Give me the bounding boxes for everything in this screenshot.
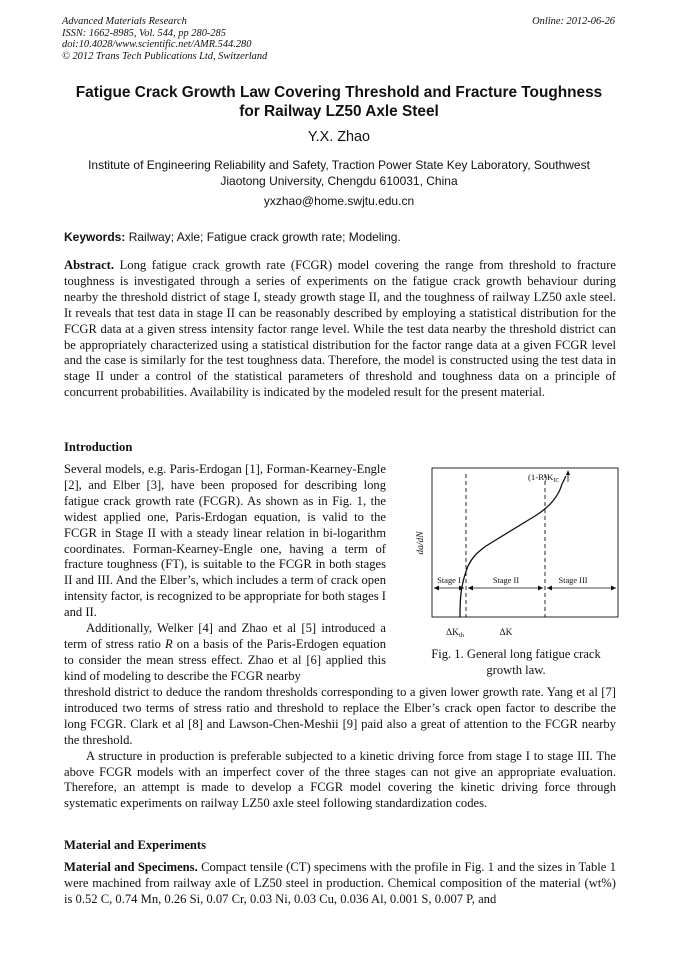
stage3-arrowhead-right [611, 586, 616, 591]
stage2-label: Stage II [492, 576, 520, 585]
caption-line-2: growth law. [486, 662, 546, 677]
intro-p2-part-a: Additionally, Welker [4] and Zhao et al [5] introduced a term of stress ratio [64, 621, 386, 651]
intro-paragraph-2-continued: threshold district to deduce the random thresholds corresponding to a given lower growth rate. Yang et al [7] introduced two terms of stress ratio and threshold to replace the Elber’s crack open factor to describe the long FCGR. Clark et al [8] and Lawson-Chen-Meshii [9] paid also a great of attention to the FCGR nearby the threshold. [64, 685, 616, 747]
stage3-label: Stage III [558, 576, 588, 585]
stage2-arrowhead-right [538, 586, 543, 591]
toughness-label-sub: IC [553, 478, 560, 484]
stage1-arrowhead-left [434, 586, 439, 591]
abstract-label: Abstract. [64, 258, 115, 272]
title-line-1: Fatigue Crack Growth Law Covering Threshold and Fracture Toughness [75, 84, 603, 101]
toughness-label [528, 472, 559, 484]
keywords-text: Railway; Axle; Fatigue crack growth rate; Modeling. [125, 230, 401, 244]
journal-copyright: © 2012 Trans Tech Publications Ltd, Switzerland [62, 50, 268, 62]
title-line-2: for Railway LZ50 Axle Steel [239, 103, 439, 120]
keywords-label: Keywords: [64, 230, 126, 244]
stage3-arrowhead-left [547, 586, 552, 591]
stage2-arrowhead-left [468, 586, 473, 591]
online-date: Online: 2012-06-26 [532, 16, 615, 27]
introduction-continued [64, 685, 616, 812]
threshold-label-main: ΔK [446, 628, 459, 638]
figure-caption [406, 647, 626, 679]
materials-text: Compact tensile (CT) specimens with the profile in Fig. 1 and the sizes in Table 1 were machined from railway axle of LZ50 steel in production. Chemical composition of the material (wt%) is 0.52 C, 0.74 Mn, 0.26 Si, 0.07 Cr, 0.03 Ni, 0.03 Cu, 0.036 Al, 0.001 S, 0.007 P, and [64, 860, 616, 906]
y-axis-label: da/dN [416, 531, 426, 555]
materials-label: Material and Specimens. [64, 860, 198, 874]
intro-paragraph-2 [64, 621, 386, 685]
paper-title [55, 83, 623, 121]
stage1-label: Stage I [437, 576, 461, 585]
plot-frame [432, 468, 618, 617]
fcgr-diagram [410, 466, 622, 646]
toughness-label-main: (1-R)K [528, 472, 554, 482]
materials-paragraph [64, 860, 616, 908]
section-heading-materials: Material and Experiments [64, 838, 207, 852]
author-name: Y.X. Zhao [307, 129, 371, 145]
keywords [64, 230, 616, 244]
intro-paragraph-3: A structure in production is preferable subjected to a kinetic driving force from stage I to stage III. The above FCGR models with an imperfect cover of the three stages can not give an appropriate evaluation. Therefore, an attempt is made to develop a FCGR model covering the kinetic driving force through systematic experiments on railway LZ50 axle steel following standardization codes. [64, 748, 616, 811]
threshold-label [446, 628, 465, 639]
stress-ratio-symbol: R [165, 636, 173, 651]
journal-doi: doi:10.4028/www.scientific.net/AMR.544.280 [62, 39, 252, 51]
abstract-text: Long fatigue crack growth rate (FCGR) model covering the range from threshold to fracture toughness is investigated through a series of experiments on the fatigue crack growth behaviour during nearby the threshold district of stage I, steady growth stage II, and the toughness of railway LZ50 axle steel. It reveals that test data in stage II can be reasonably described by employing a statistical distribution for the FCGR data at a given stress intensity factor range level. While the test data nearby the threshold district can be appropriately characterized using a statistical distribution for the factor range data at a given FCGR level and the case is similarly for the test toughness data. Therefore, the model is constructed using the test data in stage II under a control of the statistical parameters of threshold and toughness data on a principle of concurrent probabilities. Availability is indicated by the modeled result for the present material. [64, 258, 616, 400]
affiliation-line-2: Jiaotong University, Chengdu 610031, China [220, 174, 458, 188]
journal-header [62, 16, 267, 62]
intro-p2-part-b: on a basis of the Paris-Erdogen equation to consider the mean stress effect. Zhao et al [6] applied this kind of modeling to describe the FCGR nearby [64, 636, 386, 683]
growth-curve [460, 476, 566, 617]
intro-paragraph-1: Several models, e.g. Paris-Erdogan [1], Forman-Kearney-Engle [2], and Elber [3], have been proposed for describing long fatigue crack growth rate (FCGR). As shown as in Fig. 1, the widest applied one, Paris-Erdogan equation, is valid to the FCGR in Stage II with a steady linear relation in bi-logarithm coordinates. Forman-Kearney-Engle one, having a term of fracture toughness (FT), is suitable to the FCGR in both stages II and III. And the Elber’s, which includes a term of crack open intensity factor, is recognized to be appropriate for both stages I and II. [64, 462, 386, 620]
toughness-arrowhead [566, 470, 570, 475]
figure-1 [410, 466, 622, 646]
introduction-column [64, 462, 386, 685]
x-axis-label: ΔK [499, 628, 513, 638]
section-heading-introduction: Introduction [64, 440, 133, 454]
caption-line-1: Fig. 1. General long fatigue crack [431, 647, 601, 661]
journal-name: Advanced Materials Research [62, 16, 187, 27]
threshold-label-sub: th [458, 632, 465, 639]
author-email: yxzhao@home.swjtu.edu.cn [263, 194, 415, 208]
affiliation [55, 157, 623, 189]
abstract [64, 258, 616, 401]
journal-issn: ISSN: 1662-8985, Vol. 544, pp 280-285 [62, 27, 226, 39]
affiliation-line-1: Institute of Engineering Reliability and Safety, Traction Power State Key Laboratory, Southwest [88, 158, 590, 172]
